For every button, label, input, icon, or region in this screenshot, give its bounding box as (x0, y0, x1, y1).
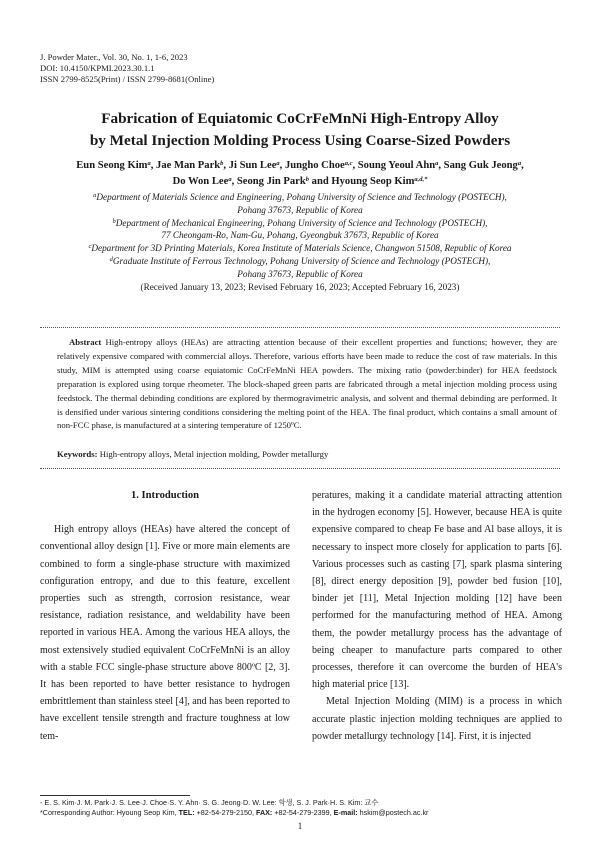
affiliation-c: Department for 3D Printing Materials, Korea Institute of Materials Science, Changwon 51508, Republic of Korea (91, 243, 512, 254)
affiliations: $^a$Department of Materials Science and Engineering, Pohang University of Science and Technology (POSTECH), Pohang 37673, Republic of Korea $^b$Department of Mechanical Engineering, Pohang University of Science and Technology (POSTECH), 77 Cheongam-Ro, Nam-Gu, Pohang, Gyeongbuk 37673, Republic of Korea $^c$Department for 3D Printing Materials, Korea Institute of Materials Science, Changwon 51508, Republic of Korea $^d$Graduate Institute of Ferrous Technology, Pohang University of Science and Technology (POSTECH), Pohang 37673, Republic of Korea (Received January 13, 2023; Revised February 16, 2023; Accepted February 16, 2023) (40, 191, 560, 293)
author-name: Jungho Choe (284, 160, 345, 171)
affiliation-a-address: Pohang 37673, Republic of Korea (237, 204, 363, 215)
left-column (40, 487, 290, 745)
author-status-note: - E. S. Kim·J. M. Park·J. S. Lee·J. Choe·S. Y. Ahn· S. G. Jeong·D. W. Lee: 학생, S. J. Park·H. S. Kim: 교수 (40, 798, 379, 807)
corresponding-author-note: *Corresponding Author: Hyoung Seop Kim, TEL: +82-54-279-2150, FAX: +82-54-279-2399, E-mail: hskim@postech.ac.kr (40, 808, 429, 817)
author-affiliation-mark: a,c (344, 160, 353, 167)
author-name: Hyoung Seop Kim (331, 176, 415, 187)
author-name: Sang Guk Jeong (443, 160, 518, 171)
intro-paragraph-2: Metal Injection Molding (MIM) is a process in which accurate plastic injection molding techniques are applied to powder metallurgy technology [14]. First, it is injected (312, 696, 562, 742)
received-dates: (Received January 13, 2023; Revised February 16, 2023; Accepted February 16, 2023) (140, 281, 460, 292)
intro-paragraph-1-continued: peratures, making it a candidate material attracting attention in the hydrogen economy [5]. However, because HEA is quite expensive compared to cheap Fe base and Al base alloys, it is necessary to inspect more closely for application to parts [6]. Various processes such as casting [7], spark plasma sintering [8], direct energy deposition [9], powder bed fusion [10], binder jet [11], Metal Injection molding [12] have been performed for the manufacturing method of HEA. Among them, the powder metallurgy process has the advantage of being cheaper to manufacture parts compared to other processes, therefore it can overcome the burden of HEA's high material price [13]. (312, 490, 562, 691)
author-affiliation-mark: a (276, 160, 280, 167)
footnotes (40, 798, 428, 818)
author-affiliation-mark: b (220, 160, 224, 167)
title-line-2: by Metal Injection Molding Process Using Coarse-Sized Powders (89, 132, 511, 149)
author-affiliation-mark: a (147, 160, 151, 167)
author-affiliation-mark: a (517, 160, 522, 167)
affiliation-b-address: 77 Cheongam-Ro, Nam-Gu, Pohang, Gyeongbuk 37673, Republic of Korea (161, 230, 439, 241)
footnote-rule (40, 795, 190, 796)
author-name: Soung Yeoul Ahn (357, 160, 436, 171)
author-name: Ji Sun Lee (228, 160, 277, 171)
keywords-label: Keywords: (57, 449, 98, 459)
divider-top (40, 327, 560, 328)
author-affiliation-mark: a,d,* (414, 176, 428, 183)
affiliation-d: Graduate Institute of Ferrous Technology, Pohang University of Science and Technology (POSTECH), (112, 255, 491, 266)
abstract-text: High-entropy alloys (HEAs) are attracting attention because of their excellent properties and functions; however, they are relatively expensive compared with commercial alloys. Therefore, various efforts have been made to reduce the cost of raw materials. In this study, MIM is attempted using coarse equiatomic CoCrFeMnNi HEA powders. The mixing ratio (powder:binder) for HEA feedstock preparation is explored using torque rheometer. The block-shaped green parts are fabricated through a metal injection molding process using feedstock. The thermal debinding conditions are explored by thermogravimetric analysis, and solvent and thermal debinding are performed. It is densified under various sintering conditions considering the melting point of the HEA. The final product, which contains a small amount of non-FCC phase, is manufactured at a sintering temperature of 1250ºC. (57, 337, 557, 431)
title-line-1: Fabrication of Equiatomic CoCrFeMnNi High-Entropy Alloy (101, 110, 499, 127)
intro-paragraph-1: High entropy alloys (HEAs) have altered the concept of conventional alloy design [1]. Five or more main elements are combined to form a single-phase structure with maximized configuration entropy, and due to this feature, excellent properties such as strength, corrosion resistance, wear resistance, radiation resistance, and weldability have been reported in various HEA. Among the various HEA alloys, the most extensively studied equivalent CoCrFeMnNi is an alloy with a stable FCC single-phase structure above 800ºC [2, 3]. It has been reported to have better resistance to hydrogen embrittlement than stainless steel [4], and has been reported to have excellent tensile strength and fracture toughness at low tem- (40, 524, 290, 742)
email-address: hskim@postech.ac.kr (357, 808, 429, 817)
affiliation-a: Department of Materials Science and Engineering, Pohang University of Science and Technology (POSTECH), (96, 192, 507, 202)
keywords-text: High-entropy alloys, Metal injection molding, Powder metallurgy (99, 449, 329, 459)
right-column (312, 487, 562, 745)
affiliation-d-address: Pohang 37673, Republic of Korea (237, 268, 363, 279)
author-name: Do Won Lee (172, 176, 229, 187)
author-name: Jae Man Park (156, 160, 221, 171)
journal-citation: J. Powder Mater., Vol. 30, No. 1, 1-6, 2023 (40, 52, 188, 62)
author-affiliation-mark: a (228, 176, 232, 183)
author-name: Seong Jin Park (236, 176, 306, 187)
author-affiliation-mark: b (305, 176, 309, 183)
paper-title (40, 108, 560, 152)
abstract (57, 336, 557, 433)
divider-bottom (40, 468, 560, 469)
author-affiliation-mark: a (435, 160, 439, 167)
journal-doi: DOI: 10.4150/KPMI.2023.30.1.1 (40, 63, 155, 73)
author-name: Eun Seong Kim (76, 160, 148, 171)
affiliation-b: Department of Mechanical Engineering, Pohang University of Science and Technology (POSTECH), (115, 217, 488, 228)
journal-info (40, 52, 214, 85)
keywords (57, 448, 557, 461)
page-number: 1 (297, 821, 303, 831)
abstract-label: Abstract (69, 337, 102, 347)
author-list: Eun Seong Kim$^a$, Jae Man Park$^b$, Ji Sun Lee$^a$, Jungho Choe$^{a,c}$, Soung Yeoul Ahn$^a$, Sang Guk Jeong$^a$, Do Won Lee$^a$, Seong Jin Park$^b$ and Hyoung Seop Kim$^{a,d,*}$ (76, 160, 524, 187)
section-heading: 1. Introduction (130, 490, 200, 501)
journal-issn: ISSN 2799-8525(Print) / ISSN 2799-8681(Online) (40, 74, 215, 84)
